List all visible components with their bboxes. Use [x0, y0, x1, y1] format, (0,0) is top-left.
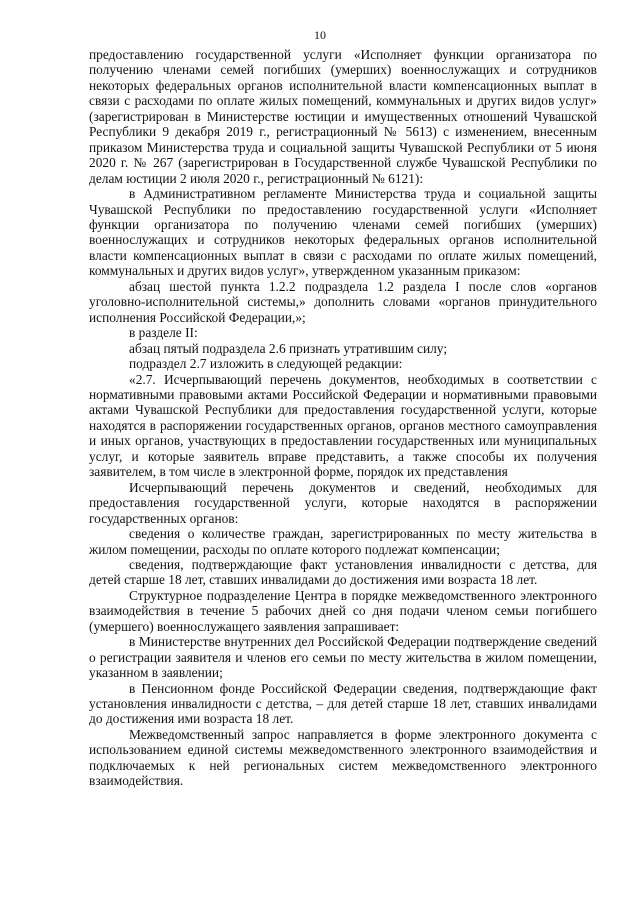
- paragraph: Межведомственный запрос направляется в форме электронного документа с использованием единой системы межведомственного электронного взаимодействия и подключаемых к ней региональных систем межведомственного электронного взаимодействия.: [89, 726, 597, 789]
- paragraph: абзац шестой пункта 1.2.2 подраздела 1.2 раздела I после слов «органов уголовно-исполнительной системы,» дополнить словами «органов принудительного исполнения Российской Федерации,»;: [89, 278, 597, 325]
- paragraph: в Министерстве внутренних дел Российской Федерации подтверждение сведений о регистрации заявителя и членов его семьи по месту жительства в жилом помещении, указанном в заявлении;: [89, 634, 597, 681]
- paragraph: в Административном регламенте Министерства труда и социальной защиты Чувашской Республики по предоставлению государственной услуги «Исполняет функции организатора по получению членами семей погибших (умерших) военнослужащих и сотрудников некоторых федеральных органов исполнительной власти компенсационных выплат в связи с расходами по оплате жилых помещений, коммунальных и других видов услуг», утвержденном указанным приказом:: [89, 186, 597, 279]
- paragraph: подраздел 2.7 изложить в следующей редакции:: [129, 356, 403, 372]
- paragraph: Структурное подразделение Центра в порядке межведомственного электронного взаимодействия в течение 5 рабочих дней со дня подачи членом семьи погибшего (умершего) военнослужащего заявления запрашивает:: [89, 587, 597, 634]
- paragraph: сведения о количестве граждан, зарегистрированных по месту жительства в жилом помещении, расходы по оплате которого подлежат компенсации;: [89, 526, 597, 557]
- paragraph: сведения, подтверждающие факт установления инвалидности с детства, для детей старше 18 лет, ставших инвалидами до достижения ими возраста 18 лет.: [89, 556, 597, 588]
- paragraph: в разделе II:: [129, 325, 198, 341]
- paragraph: «2.7. Исчерпывающий перечень документов, необходимых в соответствии с нормативными правовыми актами Российской Федерации и нормативными правовыми актами Чувашской Республики для предоставления государственной услуги, которые находятся в распоряжении государственных органов, органов местного самоуправления и иных органов, участвующих в предоставлении государственных или муниципальных услуг, и которые заявитель вправе представить, а также способы их получения заявителем, в том числе в электронной форме, порядок их представления: [89, 371, 597, 480]
- paragraph: предоставлению государственной услуги «Исполняет функции организатора по получению членами семей погибших (умерших) военнослужащих и сотрудников некоторых федеральных органов исполнительной власти компенсационных выплат в связи с расходами по оплате жилых помещений, коммунальных и других видов услуг» (зарегистрирован в Министерстве юстиции и имущественных отношений Чувашской Республики 9 декабря 2019 г., регистрационный № 5613) с изменением, внесенным приказом Министерства труда и социальной защиты Чувашской Республики от 5 июня 2020 г. № 267 (зарегистрирован в Государственной службе Чувашской Республики по делам юстиции 2 июля 2020 г., регистрационный № 6121):: [89, 47, 597, 186]
- paragraph: Исчерпывающий перечень документов и сведений, необходимых для предоставления государственной услуги, которые находятся в распоряжении государственных органов:: [89, 479, 597, 526]
- paragraph: абзац пятый подраздела 2.6 признать утратившим силу;: [129, 340, 448, 356]
- paragraph: в Пенсионном фонде Российской Федерации сведения, подтверждающие факт установления инвалидности с детства, – для детей старше 18 лет, ставших инвалидами до достижения ими возраста 18 лет.: [89, 680, 597, 727]
- page-number: 10: [314, 28, 326, 42]
- document-body: [89, 47, 597, 789]
